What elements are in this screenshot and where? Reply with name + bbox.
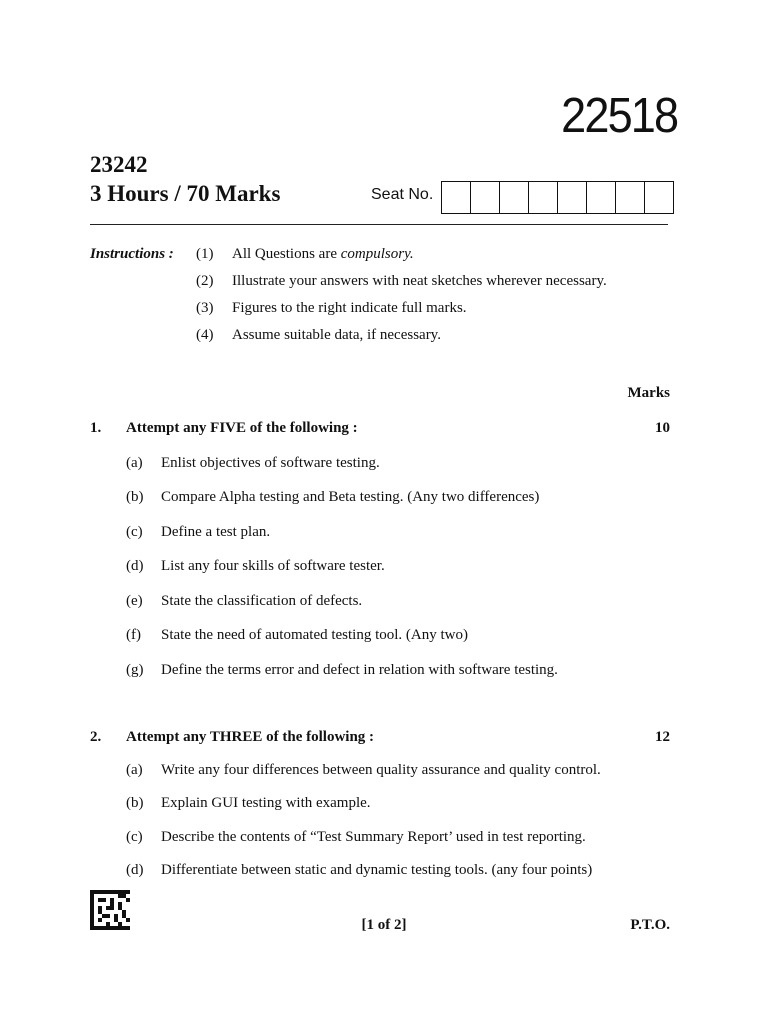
instruction-text: Figures to the right indicate full marks. bbox=[232, 300, 467, 316]
please-turn-over: P.T.O. bbox=[630, 917, 670, 933]
instruction-number: (3) bbox=[196, 300, 214, 316]
question-number: 1. bbox=[90, 420, 102, 436]
seat-box[interactable] bbox=[500, 182, 529, 213]
seat-box[interactable] bbox=[616, 182, 645, 213]
sub-question-text: Compare Alpha testing and Beta testing. (Any two differences) bbox=[161, 489, 540, 505]
seat-box[interactable] bbox=[558, 182, 587, 213]
sub-question-label: (d) bbox=[126, 862, 144, 878]
subject-code: 23242 bbox=[90, 152, 148, 177]
sub-question-label: (c) bbox=[126, 829, 143, 845]
sub-question-text: Describe the contents of “Test Summary Report’ used in test reporting. bbox=[161, 829, 586, 845]
sub-question-label: (b) bbox=[126, 489, 144, 505]
seat-box[interactable] bbox=[645, 182, 674, 213]
question-marks: 12 bbox=[655, 729, 670, 745]
sub-question-text: State the need of automated testing tool. (Any two) bbox=[161, 627, 469, 643]
sub-question-label: (c) bbox=[126, 524, 143, 540]
seat-number-label: Seat No. bbox=[371, 186, 434, 203]
sub-question-text: List any four skills of software tester. bbox=[161, 558, 385, 574]
seat-box[interactable] bbox=[471, 182, 500, 213]
marks-column-heading: Marks bbox=[627, 385, 670, 401]
seat-box[interactable] bbox=[529, 182, 558, 213]
sub-question-label: (g) bbox=[126, 662, 144, 678]
sub-question-label: (a) bbox=[126, 455, 143, 471]
sub-question-label: (b) bbox=[126, 795, 144, 811]
instruction-text: Illustrate your answers with neat sketches wherever necessary. bbox=[232, 273, 607, 289]
sub-question-label: (a) bbox=[126, 762, 143, 778]
sub-question-text: Define the terms error and defect in relation with software testing. bbox=[161, 662, 558, 678]
instruction-number: (4) bbox=[196, 327, 214, 343]
sub-question-text: Enlist objectives of software testing. bbox=[161, 455, 380, 471]
instruction-number: (2) bbox=[196, 273, 214, 289]
sub-question-text: Explain GUI testing with example. bbox=[161, 795, 371, 811]
paper-code: 22518 bbox=[560, 89, 677, 143]
sub-question-label: (e) bbox=[126, 593, 143, 609]
question-number: 2. bbox=[90, 729, 102, 745]
duration-marks: 3 Hours / 70 Marks bbox=[90, 181, 281, 206]
header-divider bbox=[90, 224, 668, 225]
instructions-label: Instructions : bbox=[90, 246, 174, 262]
instruction-emphasis: compulsory. bbox=[340, 246, 414, 262]
seat-box[interactable] bbox=[587, 182, 616, 213]
instruction-number: (1) bbox=[196, 246, 214, 262]
sub-question-text: State the classification of defects. bbox=[161, 593, 363, 609]
question-marks: 10 bbox=[655, 420, 670, 436]
sub-question-text: Define a test plan. bbox=[161, 524, 271, 540]
seat-box[interactable] bbox=[442, 182, 471, 213]
question-heading: Attempt any THREE of the following : bbox=[126, 729, 375, 745]
sub-question-text: Write any four differences between quality assurance and quality control. bbox=[161, 762, 601, 778]
page-number: [1 of 2] bbox=[361, 917, 407, 933]
sub-question-label: (d) bbox=[126, 558, 144, 574]
sub-question-label: (f) bbox=[126, 627, 141, 643]
instruction-text: Assume suitable data, if necessary. bbox=[232, 327, 441, 343]
sub-question-text: Differentiate between static and dynamic testing tools. (any four points) bbox=[161, 862, 593, 878]
instruction-text: All Questions are compulsory. bbox=[232, 246, 414, 262]
seat-number-boxes[interactable] bbox=[441, 181, 674, 214]
question-heading: Attempt any FIVE of the following : bbox=[126, 420, 358, 436]
